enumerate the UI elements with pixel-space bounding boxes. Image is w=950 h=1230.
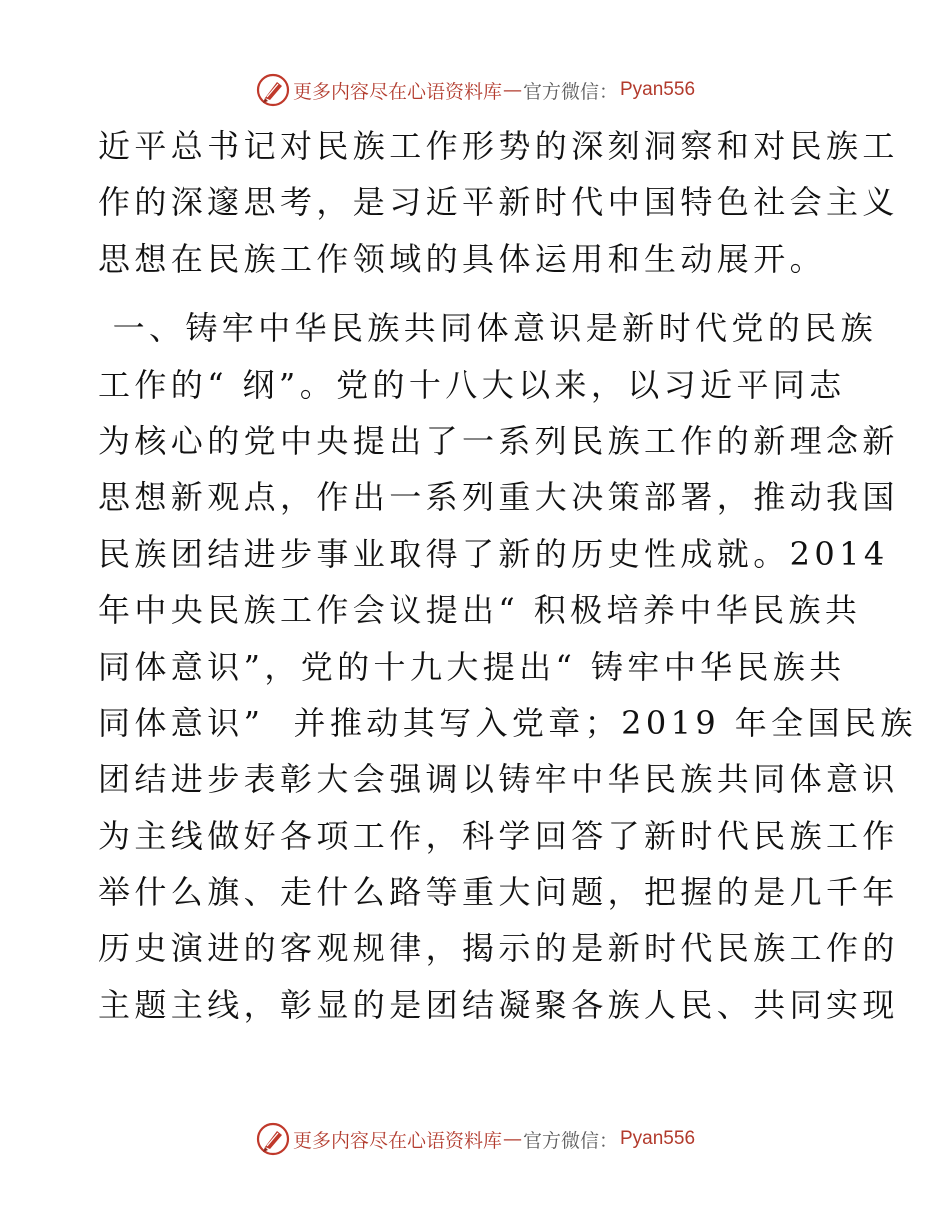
text-line: 年中央民族工作会议提出“ 积极培养中华民族共 — [98, 591, 862, 630]
paragraph — [98, 118, 899, 287]
text-line: 为核心的党中央提出了一系列民族工作的新理念新 — [98, 421, 899, 460]
banner-wechat-label: 官方微信： — [522, 80, 618, 103]
pen-nib-logo-icon — [255, 1121, 291, 1157]
text-line: 团结进步表彰大会强调以铸牢中华民族共同体意识 — [98, 760, 899, 799]
text-line: 思想新观点，作出一系列重大决策部署，推动我国 — [98, 478, 899, 517]
banner-wechat-id: Pyan556 — [620, 79, 696, 100]
pen-nib-logo-icon — [255, 72, 291, 108]
banner-wechat-id: Pyan556 — [620, 1128, 696, 1149]
footer-banner — [0, 1119, 950, 1159]
document-body — [98, 118, 917, 1033]
text-line: 为主线做好各项工作，科学回答了新时代民族工作 — [98, 816, 899, 855]
text-line: 历史演进的客观规律，揭示的是新时代民族工作的 — [98, 929, 899, 968]
text-line: 工作的“ 纲”。党的十八大以来，以习近平同志 — [98, 365, 846, 404]
banner-dash: — — [502, 79, 522, 101]
banner-wechat-label: 官方微信： — [522, 1129, 618, 1152]
text-line: 一、铸牢中华民族共同体意识是新时代党的民族 — [98, 309, 877, 348]
text-line: 作的深邃思考，是习近平新时代中国特色社会主义 — [98, 183, 899, 222]
text-line: 思想在民族工作领域的具体运用和生动展开。 — [98, 239, 827, 278]
banner-text: 更多内容尽在心语资料库 — [292, 80, 502, 103]
banner-text: 更多内容尽在心语资料库 — [292, 1129, 502, 1152]
text-line: 同体意识”，党的十九大提出“ 铸牢中华民族共 — [98, 647, 846, 686]
text-line: 近平总书记对民族工作形势的深刻洞察和对民族工 — [98, 127, 899, 165]
text-line: 民族团结进步事业取得了新的历史性成就。2014 — [98, 534, 889, 573]
text-line: 举什么旗、走什么路等重大问题，把握的是几千年 — [98, 873, 899, 912]
header-banner — [0, 70, 950, 110]
text-line: 主题主线，彰显的是团结凝聚各族人民、共同实现 — [98, 985, 899, 1024]
text-line: 同体意识” 并推动其写入党章；2019 年全国民族 — [98, 703, 917, 742]
banner-dash: — — [502, 1128, 522, 1150]
paragraph — [98, 300, 917, 1033]
